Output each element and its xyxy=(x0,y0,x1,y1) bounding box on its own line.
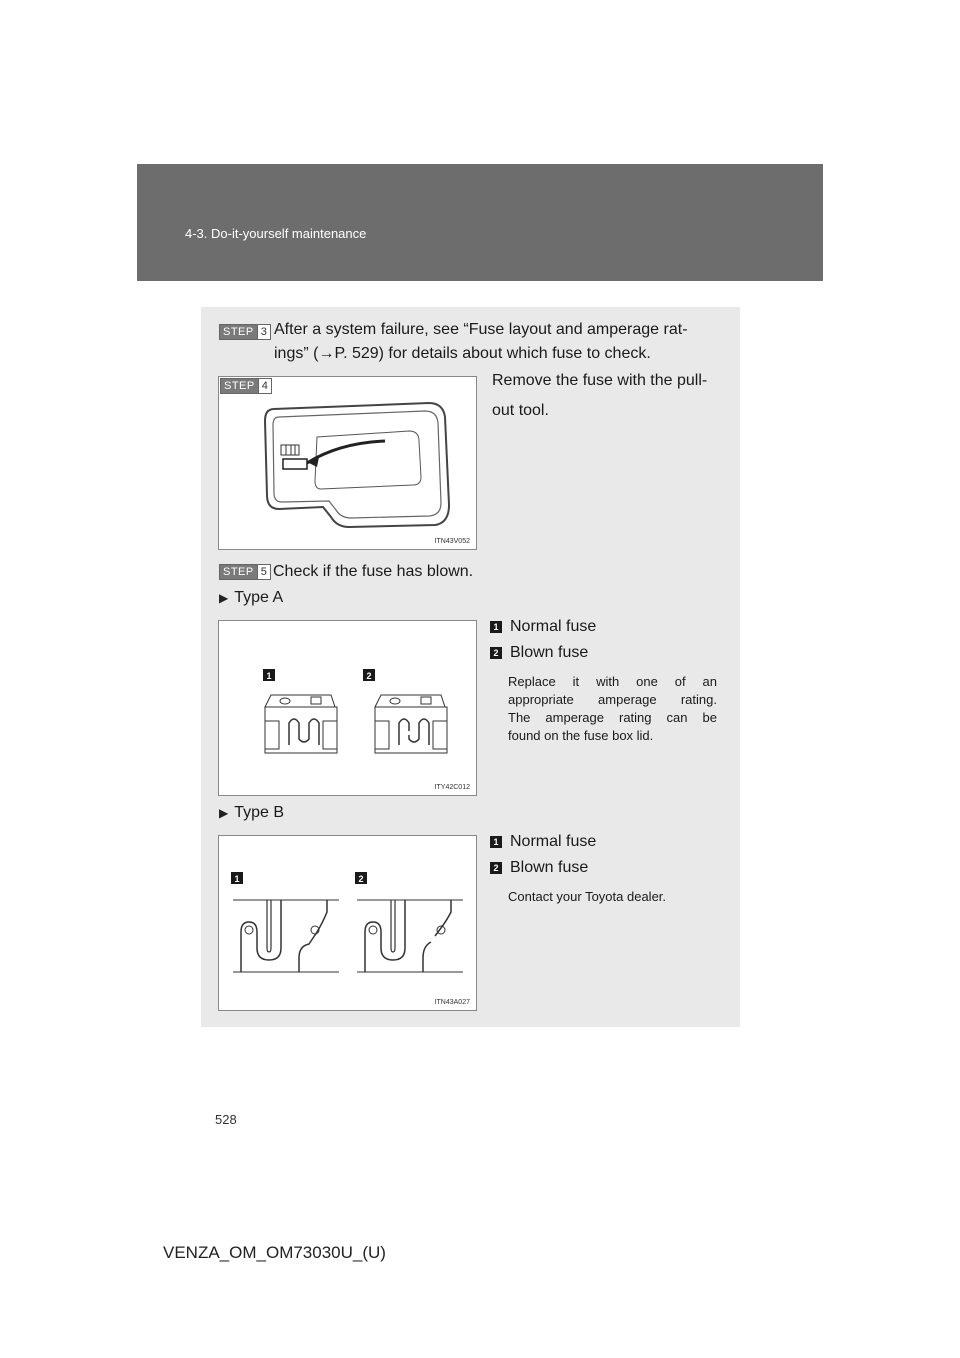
type-b-note: Contact your Toyota dealer. xyxy=(508,889,667,904)
note-line: found on the fuse box lid. xyxy=(508,728,654,743)
step-4-line-2: out tool. xyxy=(492,402,549,419)
type-a-legend-1 xyxy=(490,617,596,637)
triangle-bullet-icon: ▶ xyxy=(219,591,229,605)
type-b-legend-1 xyxy=(490,832,596,852)
svg-text:1: 1 xyxy=(266,671,272,681)
step-3-text xyxy=(274,318,726,366)
number-1-icon: 1 xyxy=(490,836,502,848)
figure-code: ITY42C012 xyxy=(434,784,470,791)
type-b-legend-2 xyxy=(490,858,588,878)
type-b-fuse-illustration xyxy=(219,836,476,1010)
type-b-fuse-2 xyxy=(355,872,463,972)
legend-label: Blown fuse xyxy=(510,644,589,661)
type-b-title: Type B xyxy=(234,804,285,821)
step-3-line-1: After a system failure, see “Fuse layout and amperage rat- xyxy=(274,321,688,338)
step-number: 5 xyxy=(257,565,270,579)
figure-code: ITN43A027 xyxy=(434,999,470,1006)
type-a-note xyxy=(508,673,717,745)
step-3-badge xyxy=(219,324,271,340)
step-3-line-2: ings” (→P. 529) for details about which fuse to check. xyxy=(274,345,651,362)
type-b-fuse-1 xyxy=(231,872,339,972)
type-a-title: Type A xyxy=(234,589,284,606)
section-header xyxy=(137,164,823,281)
step-4-badge xyxy=(220,378,272,394)
step-4-line-1: Remove the fuse with the pull- xyxy=(492,372,708,389)
step-label: STEP xyxy=(220,565,257,579)
step-label: STEP xyxy=(220,325,257,339)
type-a-legend-2 xyxy=(490,643,588,663)
step-number: 3 xyxy=(257,325,270,339)
step-5-text: Check if the fuse has blown. xyxy=(273,563,474,580)
type-a-figure xyxy=(218,620,477,796)
svg-text:2: 2 xyxy=(366,671,372,681)
legend-label: Normal fuse xyxy=(510,833,597,850)
note-line: The amperage rating can be xyxy=(508,710,717,725)
number-2-icon: 2 xyxy=(490,647,502,659)
step-number: 4 xyxy=(258,379,271,393)
page-number: 528 xyxy=(215,1112,237,1127)
legend-label: Blown fuse xyxy=(510,859,589,876)
step-label: STEP xyxy=(221,379,258,393)
legend-label: Normal fuse xyxy=(510,618,597,635)
svg-text:1: 1 xyxy=(234,874,240,884)
note-line: Replace it with one of an xyxy=(508,674,717,689)
number-2-icon: 2 xyxy=(490,862,502,874)
note-line: appropriate amperage rating. xyxy=(508,692,717,707)
step-4-text xyxy=(492,369,732,423)
fuse-box-figure xyxy=(218,376,477,550)
type-a-fuse-illustration xyxy=(219,621,476,795)
type-a-heading xyxy=(219,586,283,610)
step-5-badge xyxy=(219,564,271,580)
figure-code: ITN43V052 xyxy=(434,538,470,545)
document-footer-code: VENZA_OM_OM73030U_(U) xyxy=(163,1243,386,1262)
svg-text:2: 2 xyxy=(358,874,364,884)
type-a-fuse-1 xyxy=(263,669,337,753)
triangle-bullet-icon: ▶ xyxy=(219,806,229,820)
type-b-figure xyxy=(218,835,477,1011)
fuse-box-illustration xyxy=(219,377,476,549)
number-1-icon: 1 xyxy=(490,621,502,633)
section-title: 4-3. Do-it-yourself maintenance xyxy=(185,226,367,241)
type-b-heading xyxy=(219,801,284,825)
type-a-fuse-2 xyxy=(363,669,447,753)
